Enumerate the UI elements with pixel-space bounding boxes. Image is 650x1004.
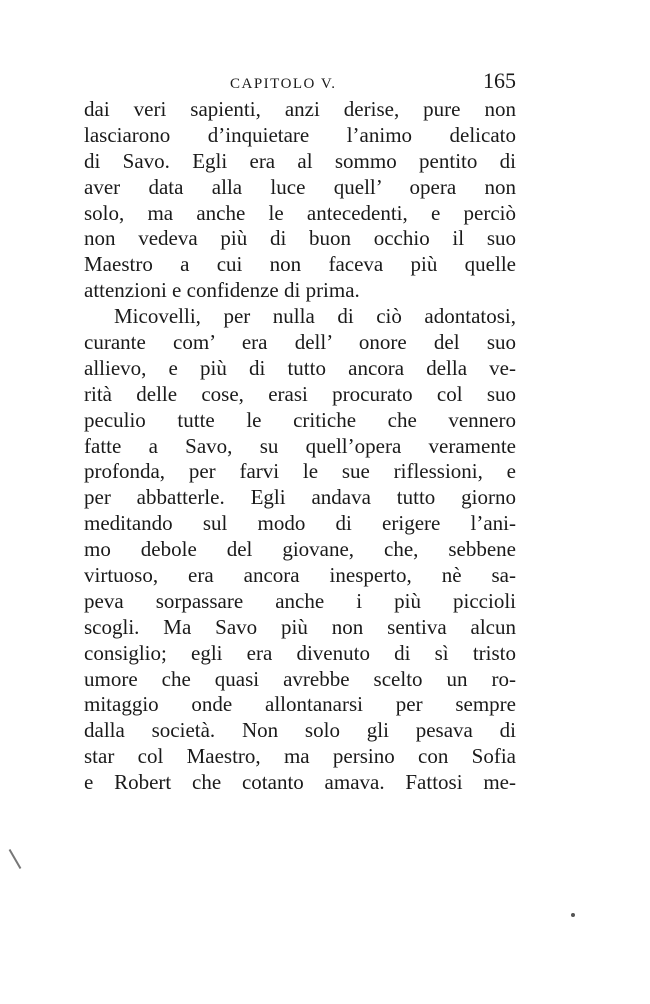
text-line: non vedeva più di buon occhio il suo [84,226,516,251]
text-line: Maestro a cui non faceva più quelle [84,252,516,277]
body-text [84,97,516,796]
text-line: per abbatterle. Egli andava tutto giorno [84,485,516,510]
text-line: mo debole del giovane, che, sebbene [84,537,516,562]
text-line: Micovelli, per nulla di ciò adontatosi, [114,304,516,329]
text-line: rità delle cose, erasi procurato col suo [84,381,516,406]
paper-speck [571,913,575,917]
text-line: meditando sul modo di erigere l’ani- [84,511,516,536]
text-line: solo, ma anche le antecedenti, e perciò [84,200,516,225]
text-line: lasciarono d’inquietare l’animo delicato [84,122,516,147]
text-line: attenzioni e confidenze di prima. [84,278,360,303]
text-line: star col Maestro, ma persino con Sofia [84,744,516,769]
text-line: profonda, per farvi le sue riflessioni, e [84,459,516,484]
text-line: peculio tutte le critiche che vennero [84,407,516,432]
page-number: 165 [483,68,516,93]
text-line: mitaggio onde allontanarsi per sempre [84,692,516,717]
text-line: curante com’ era dell’ onore del suo [84,330,516,355]
text-line: virtuoso, era ancora inesperto, nè sa- [84,563,516,588]
paper-scratch [9,849,22,869]
text-line: allievo, e più di tutto ancora della ve- [84,355,516,380]
text-line: aver data alla luce quell’ opera non [84,174,516,199]
running-title: CAPITOLO V. [230,76,337,92]
text-line: peva sorpassare anche i più piccioli [84,588,516,613]
page-header [84,68,516,98]
text-line: consiglio; egli era divenuto di sì tristo [84,640,516,665]
text-line: e Robert che cotanto amava. Fattosi me- [84,770,516,795]
text-line: di Savo. Egli era al sommo pentito di [84,148,516,173]
text-line: dalla società. Non solo gli pesava di [84,718,516,743]
text-line: scogli. Ma Savo più non sentiva alcun [84,614,516,639]
text-line: dai veri sapienti, anzi derise, pure non [84,97,516,121]
text-line: fatte a Savo, su quell’opera veramente [84,433,516,458]
text-line: umore che quasi avrebbe scelto un ro- [84,666,516,691]
